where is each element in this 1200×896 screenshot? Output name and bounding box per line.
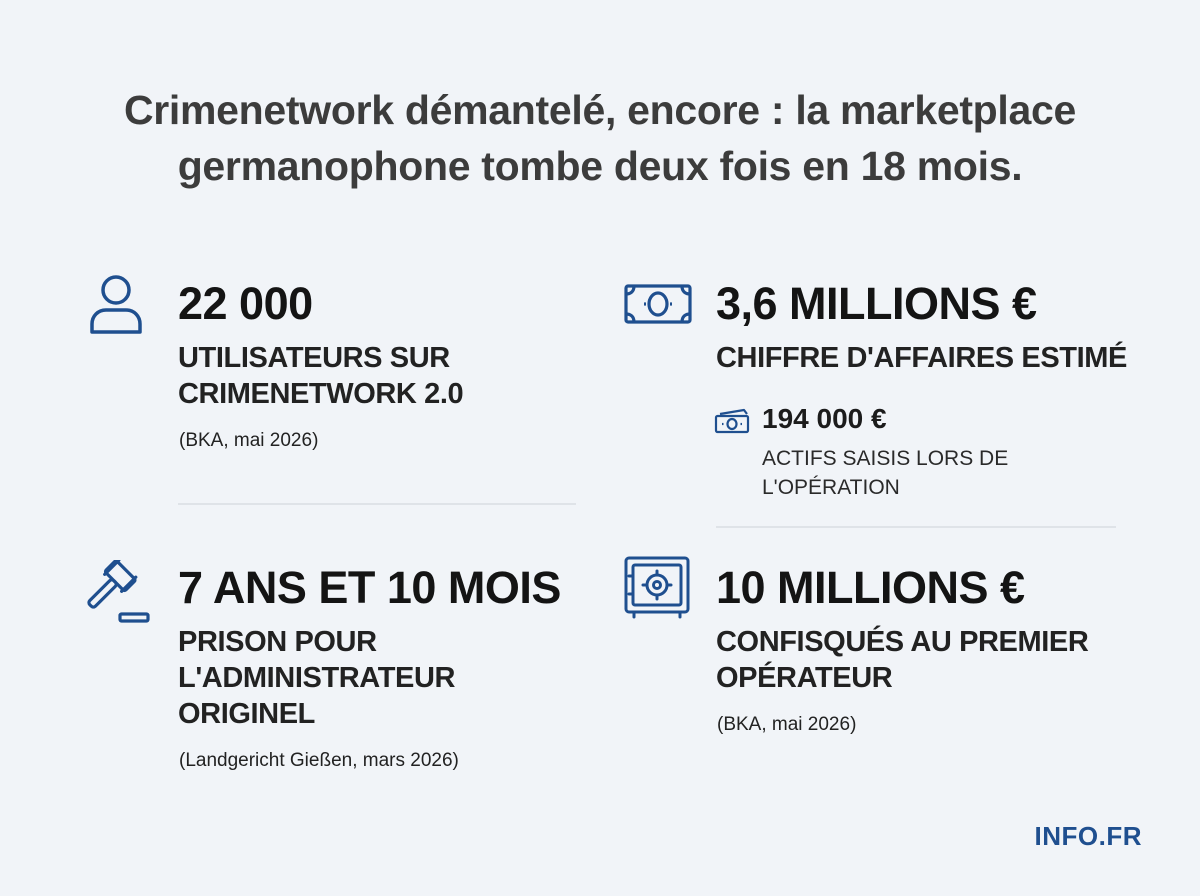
users-source: (BKA, mai 2026)	[179, 430, 319, 451]
seized-assets-value: 194 000 €	[762, 403, 887, 434]
users-label	[178, 340, 558, 412]
prison-label	[178, 624, 558, 732]
revenue-value: 3,6 MILLIONS €	[716, 278, 1037, 329]
users-label-line-1: UTILISATEURS SUR	[178, 342, 450, 374]
prison-value: 7 ANS ET 10 MOIS	[178, 562, 561, 613]
confiscated-value: 10 MILLIONS €	[716, 562, 1025, 613]
title-line-1: Crimenetwork démantelé, encore : la marketplace	[123, 87, 1077, 133]
banknotes-stack-icon	[714, 408, 750, 434]
prison-label-line-2: L'ADMINISTRATEUR	[178, 662, 456, 694]
user-icon	[86, 272, 146, 336]
divider-left	[178, 503, 576, 505]
confiscated-label	[716, 624, 1136, 696]
confiscated-label-line-1: CONFISQUÉS AU PREMIER	[716, 626, 1089, 658]
confiscated-source: (BKA, mai 2026)	[717, 714, 857, 735]
banknote-icon	[624, 284, 692, 324]
seized-assets-label-line-1: ACTIFS SAISIS LORS DE	[762, 447, 1009, 470]
seized-assets-label	[762, 444, 1092, 502]
revenue-label: CHIFFRE D'AFFAIRES ESTIMÉ	[716, 342, 1127, 374]
seized-assets-label-line-2: L'OPÉRATION	[762, 476, 900, 499]
page-title	[60, 82, 1140, 194]
prison-source: (Landgericht Gießen, mars 2026)	[179, 750, 459, 771]
users-value: 22 000	[178, 278, 313, 329]
title-line-2: germanophone tombe deux fois en 18 mois.	[177, 143, 1023, 189]
prison-label-line-3: ORIGINEL	[178, 698, 315, 730]
divider-right	[716, 526, 1116, 528]
brand-logo: INFO.FR	[1034, 821, 1142, 851]
gavel-icon	[80, 560, 152, 626]
safe-icon	[624, 556, 690, 620]
prison-label-line-1: PRISON POUR	[178, 626, 377, 658]
confiscated-label-line-2: OPÉRATEUR	[716, 662, 893, 694]
users-label-line-2: CRIMENETWORK 2.0	[178, 378, 464, 410]
